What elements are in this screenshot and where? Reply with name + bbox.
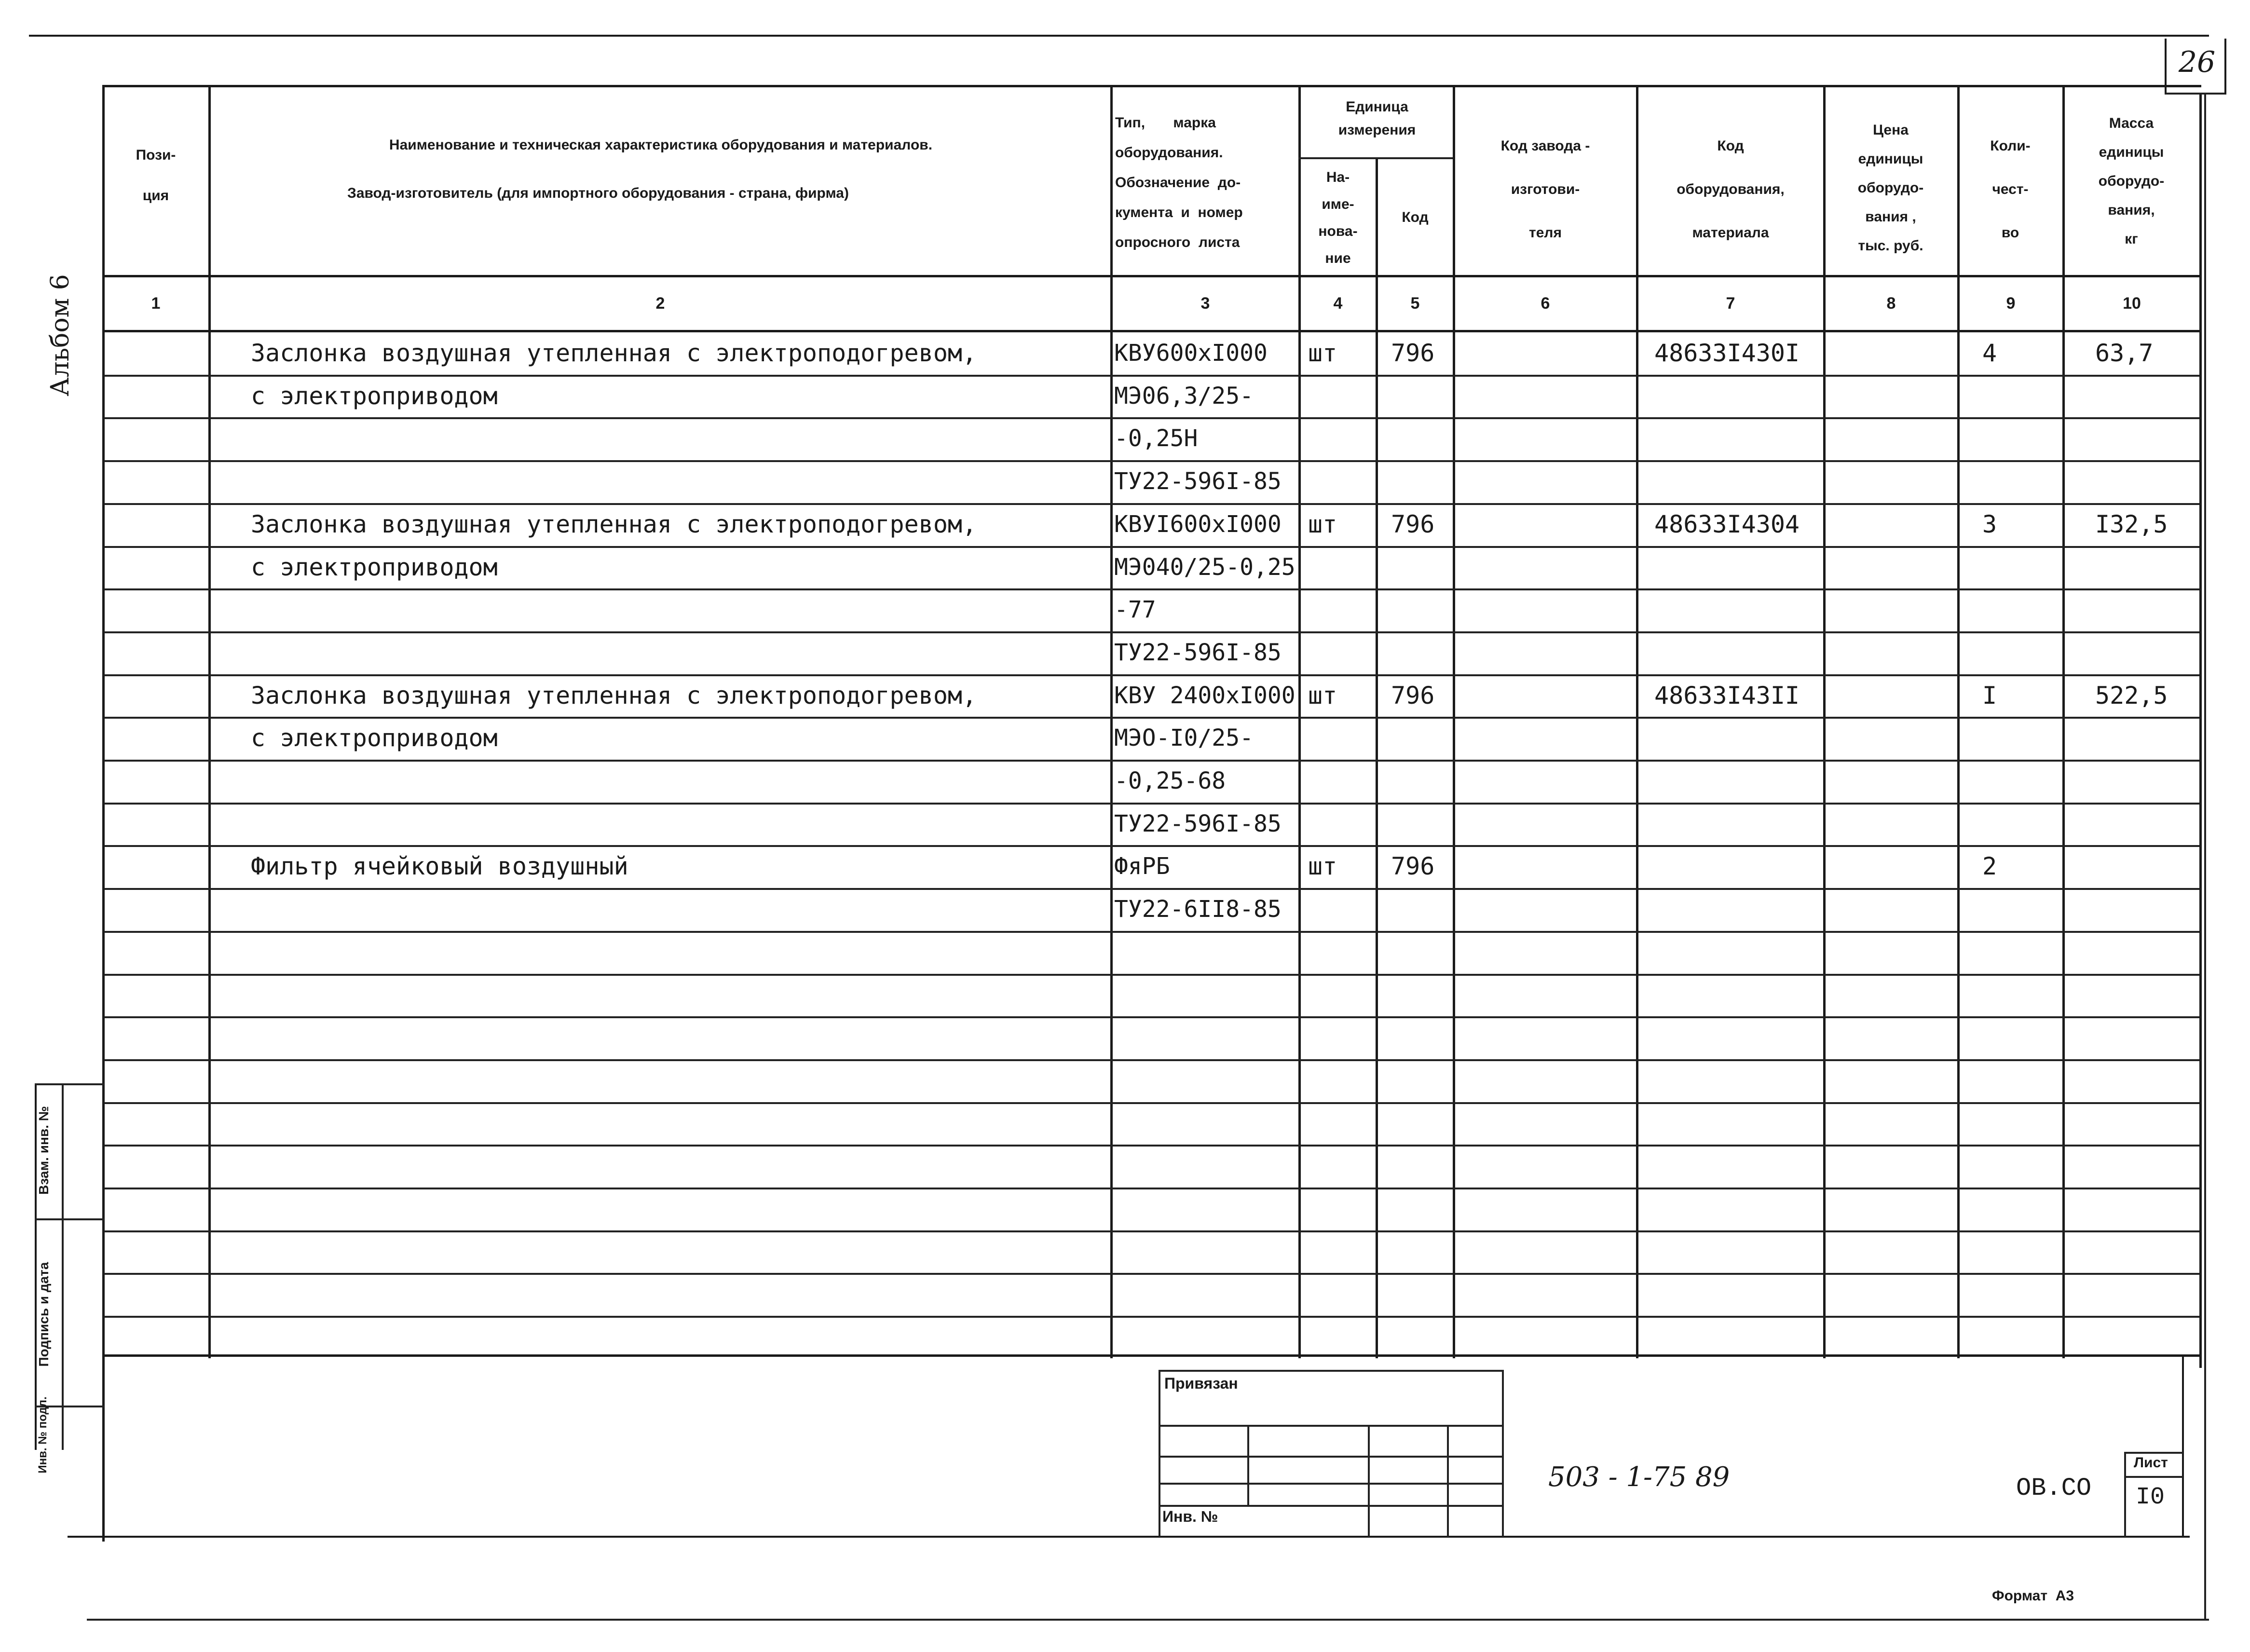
- left-stamp-line2: [35, 1218, 104, 1220]
- privyazan-col1: [1247, 1425, 1249, 1505]
- colnum-2: 2: [655, 294, 665, 313]
- cell-name: Заслонка воздушная утепленная с электроподогревом,: [251, 339, 977, 367]
- privyazan-line1: [1159, 1425, 1504, 1427]
- header-qty: Коли- чест- во: [1990, 138, 2031, 241]
- table-top-border: [102, 85, 2201, 87]
- cell-mass: 522,5: [2095, 682, 2168, 710]
- colnum-9: 9: [2006, 294, 2016, 313]
- cell-unit-code: 796: [1391, 852, 1435, 880]
- cell-name: с электроприводом: [251, 724, 498, 752]
- left-stamp-vzam: Взам. инв. №: [36, 1106, 51, 1195]
- cell-type: МЭ06,3/25-: [1114, 382, 1254, 410]
- sheet-box-top: [2124, 1452, 2183, 1454]
- cell-unit: шт: [1308, 852, 1337, 880]
- row-divider: [104, 1316, 2199, 1318]
- cell-qty: I: [1982, 682, 1997, 710]
- row-divider: [104, 1145, 2199, 1147]
- left-stamp-mid: [62, 1083, 64, 1450]
- unit-group-line: [1298, 157, 1453, 159]
- cell-name: Заслонка воздушная утепленная с электроподогревом,: [251, 682, 977, 710]
- left-stamp-podpis: Подпись и дата: [36, 1262, 51, 1367]
- doc-code: 503 - 1-75 89: [1548, 1461, 1730, 1493]
- header-name-line2: Завод-изготовитель (для импортного оборудования - страна, фирма): [347, 185, 849, 201]
- cell-name: с электроприводом: [251, 553, 498, 581]
- row-divider: [104, 1273, 2199, 1275]
- table-bottom: [102, 1354, 2201, 1357]
- cell-type: ТУ22-596I-85: [1114, 468, 1282, 495]
- colnum-6: 6: [1541, 294, 1550, 313]
- outer-right: [2204, 95, 2206, 1621]
- header-equip-code: Код оборудования, материала: [1677, 138, 1785, 241]
- cell-type: МЭО-I0/25-: [1114, 724, 1254, 751]
- cell-name: с электроприводом: [251, 382, 498, 410]
- header-type: Тип, марка оборудования. Обозначение до- кумента и номер опросного листа: [1115, 115, 1243, 250]
- titleblock-right: [2182, 1354, 2184, 1538]
- privyazan-line2: [1159, 1456, 1504, 1458]
- row-divider: [104, 1016, 2199, 1018]
- cell-type: МЭ040/25-0,25: [1114, 554, 1295, 581]
- inv-no-label: Инв. №: [1162, 1508, 1218, 1525]
- cell-unit: шт: [1308, 510, 1337, 538]
- page-number: 26: [2178, 45, 2216, 79]
- row-divider: [104, 1102, 2199, 1104]
- cell-type: КВУ 2400xI000: [1114, 682, 1295, 709]
- cell-type: КВУI600xI000: [1114, 511, 1282, 538]
- sheet-label: Лист: [2134, 1455, 2168, 1471]
- colnum-7: 7: [1726, 294, 1735, 313]
- privyazan-top: [1159, 1370, 1504, 1372]
- cell-type: ФяРБ: [1114, 853, 1170, 880]
- cell-qty: 3: [1982, 510, 1997, 538]
- cell-qty: 4: [1982, 339, 1997, 367]
- privyazan-left: [1159, 1370, 1160, 1537]
- page-box-bottom: [2165, 93, 2226, 95]
- header-price: Цена единицы оборудо- вания , тыс. руб.: [1857, 122, 1924, 254]
- colnum-4: 4: [1333, 294, 1343, 313]
- left-stamp-inv-podl: Инв. № подл.: [36, 1396, 49, 1474]
- cell-mass: I32,5: [2095, 510, 2168, 538]
- cell-equip-code: 48633I430I: [1654, 339, 1800, 367]
- header-name-line1: Наименование и техническая характеристика оборудования и материалов.: [389, 137, 933, 153]
- cell-unit: шт: [1308, 682, 1337, 710]
- cell-equip-code: 48633I43II: [1654, 682, 1800, 710]
- cell-qty: 2: [1982, 852, 1997, 880]
- cell-unit-code: 796: [1391, 510, 1435, 538]
- cell-type: -0,25Н: [1114, 425, 1198, 452]
- colnum-5: 5: [1410, 294, 1420, 313]
- cell-mass: 63,7: [2095, 339, 2154, 367]
- cell-name: Заслонка воздушная утепленная с электроподогревом,: [251, 510, 977, 538]
- cell-type: -0,25-68: [1114, 767, 1226, 794]
- doc-mark: ОВ.СО: [2016, 1474, 2092, 1502]
- cell-type: ТУ22-596I-85: [1114, 810, 1282, 837]
- col-divider-4: [1376, 157, 1378, 1358]
- sheet-box-mid: [2124, 1476, 2183, 1478]
- cell-type: ТУ22-6II8-85: [1114, 896, 1282, 923]
- privyazan-right: [1502, 1370, 1504, 1537]
- cell-name: Фильтр ячейковый воздушный: [251, 852, 628, 880]
- cell-equip-code: 48633I4304: [1654, 510, 1800, 538]
- colnum-10: 10: [2123, 294, 2141, 313]
- header-unit-code: Код: [1402, 209, 1429, 225]
- header-position: Пози- ция: [136, 147, 176, 204]
- header-unit-name: На- име- нова- ние: [1318, 169, 1358, 266]
- row-divider: [104, 1188, 2199, 1189]
- cell-unit: шт: [1308, 339, 1337, 367]
- side-label: Альбом 6: [46, 274, 75, 396]
- row-divider: [104, 1230, 2199, 1232]
- top-border: [29, 35, 2209, 37]
- colnum-8: 8: [1886, 294, 1896, 313]
- sheet-box-left: [2124, 1452, 2126, 1537]
- format-label: Формат А3: [1992, 1588, 2074, 1604]
- table-right-border: [2199, 95, 2202, 1368]
- titleblock-bottom: [68, 1536, 2190, 1538]
- cell-type: -77: [1114, 596, 1156, 623]
- privyazan-line3: [1159, 1483, 1504, 1485]
- row-divider: [104, 974, 2199, 976]
- header-factory-code: Код завода - изготови- теля: [1500, 138, 1590, 241]
- privyazan-col2: [1368, 1425, 1370, 1537]
- privyazan-line4: [1159, 1505, 1504, 1507]
- row-divider: [104, 1059, 2199, 1061]
- privyazan-col3: [1447, 1425, 1449, 1537]
- cell-type: ТУ22-596I-85: [1114, 639, 1282, 666]
- header-unit-group: Единица измерения: [1338, 99, 1416, 138]
- cell-unit-code: 796: [1391, 682, 1435, 710]
- sheet-number: I0: [2136, 1484, 2165, 1511]
- privyazan-label: Привязан: [1164, 1375, 1238, 1392]
- outer-bottom: [87, 1619, 2209, 1621]
- colnum-1: 1: [151, 294, 161, 313]
- cell-unit-code: 796: [1391, 339, 1435, 367]
- row-divider: [104, 931, 2199, 933]
- colnum-3: 3: [1200, 294, 1210, 313]
- cell-type: КВУ600xI000: [1114, 340, 1268, 367]
- header-mass: Масса единицы оборудо- вания, кг: [2098, 115, 2165, 247]
- page-box-right: [2224, 39, 2226, 95]
